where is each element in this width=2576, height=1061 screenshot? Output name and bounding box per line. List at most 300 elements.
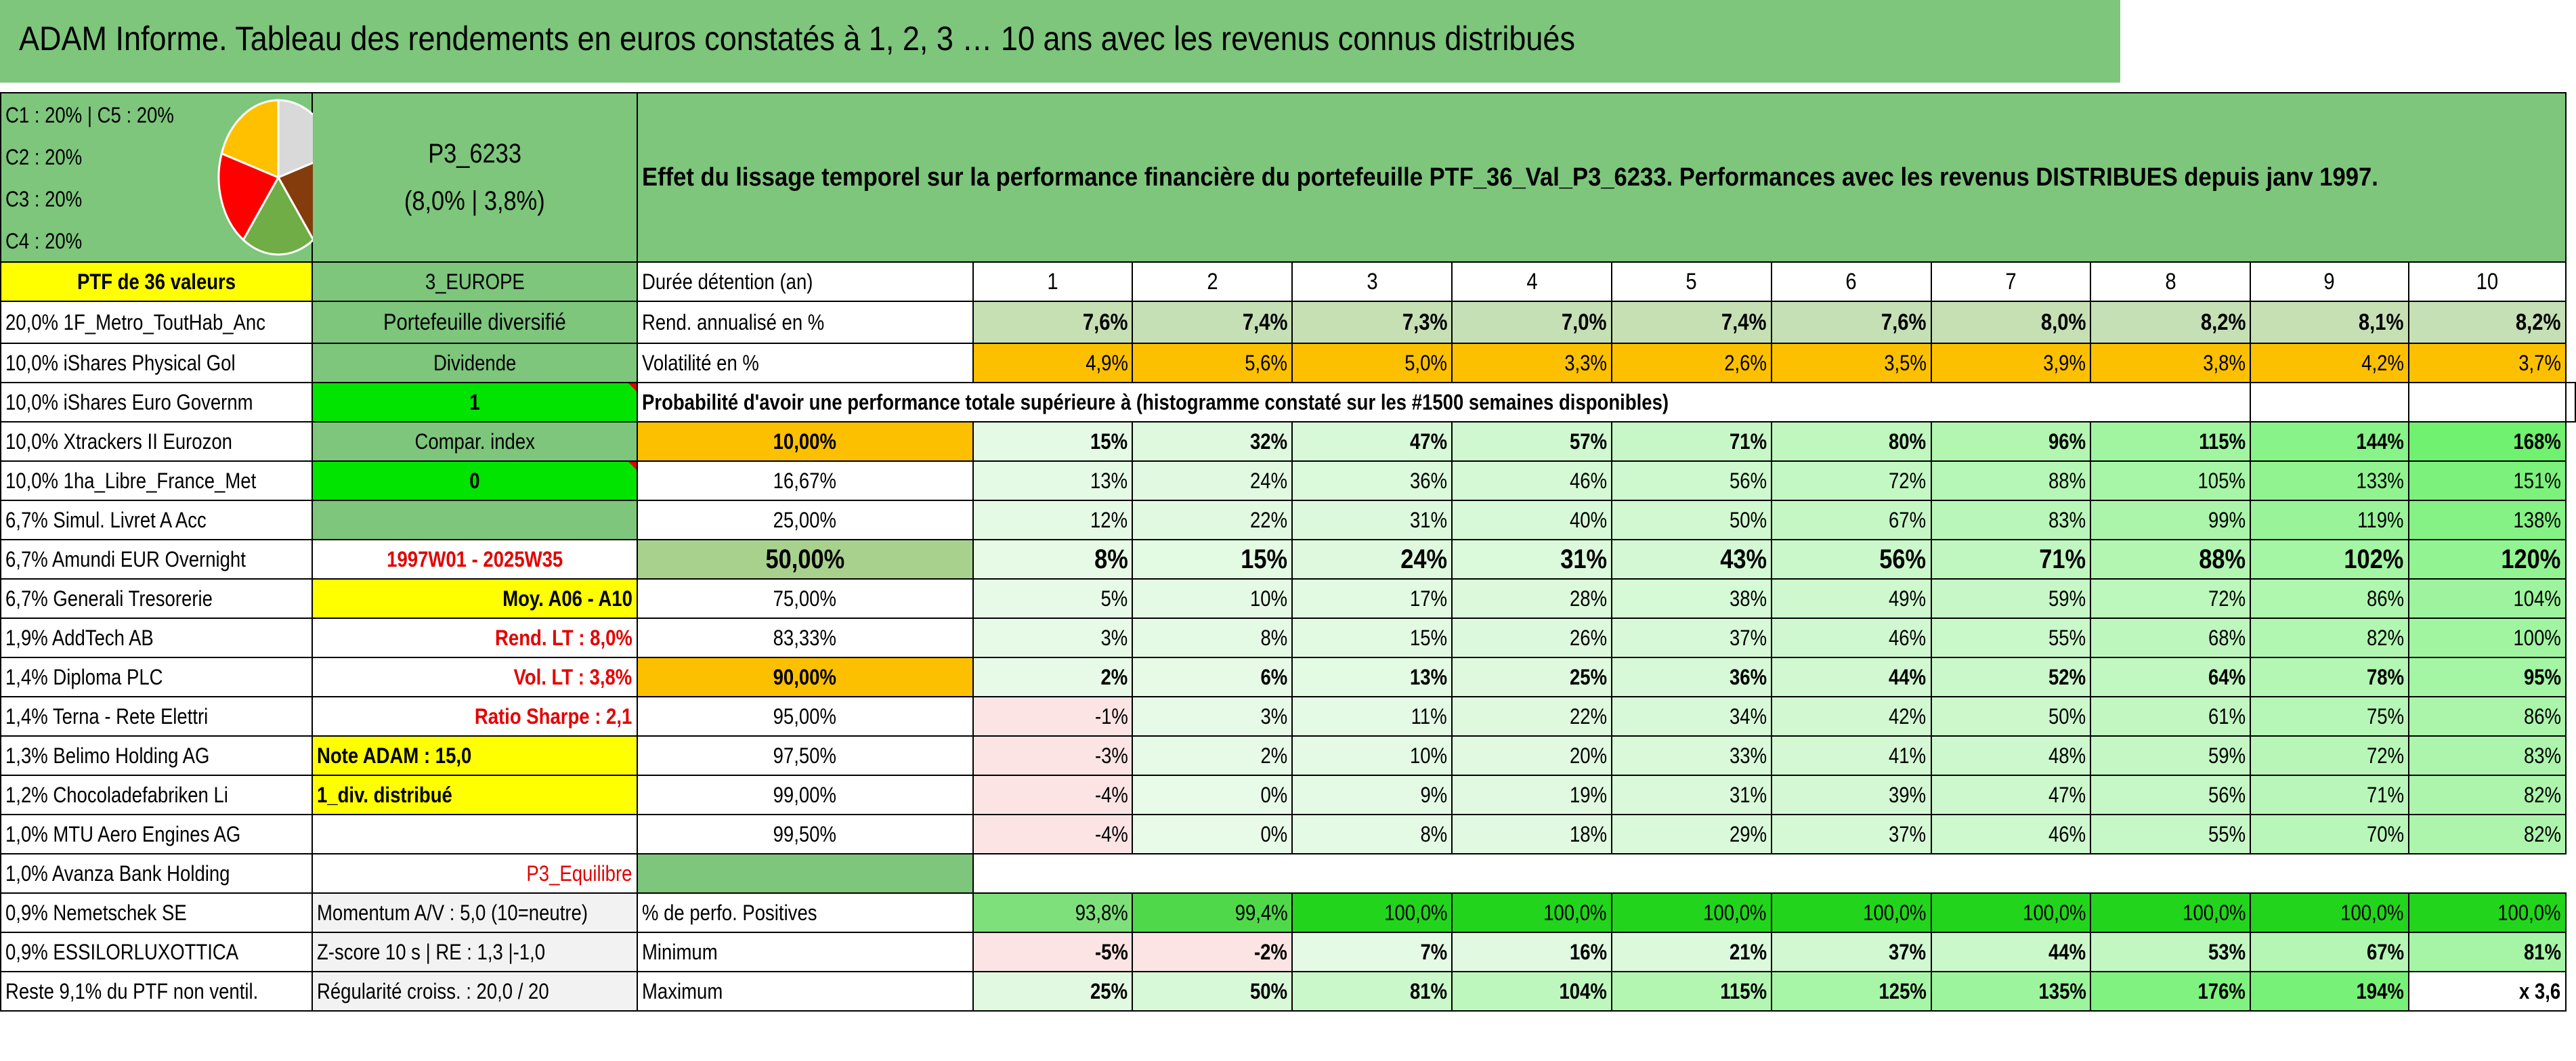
quantile-value <box>973 657 1133 697</box>
min-value-text: 7% <box>1420 939 1448 964</box>
pos-value-text: 100,0% <box>2340 900 2404 925</box>
table-row <box>1 301 2575 343</box>
ratio-value-text: x 3,6 <box>2519 978 2561 1003</box>
quantile-value <box>1452 618 1612 657</box>
table-row <box>1 540 2575 579</box>
holding-cell-text: 1,9% AddTech AB <box>5 625 154 650</box>
table-row <box>1 893 2575 932</box>
rend-value <box>973 301 1133 343</box>
quantile-value-text: 24% <box>1250 468 1288 493</box>
max-value-text: 81% <box>1410 978 1448 1003</box>
pos-value <box>1132 893 1292 932</box>
portfolio-perf: (8,0% | 3,8%) <box>404 186 545 216</box>
quantile-value-text: 83% <box>2048 507 2086 532</box>
max-label <box>637 972 973 1011</box>
quantile-value <box>2250 500 2408 540</box>
min-value-text: 81% <box>2523 939 2561 964</box>
quantile-label-text: 99,00% <box>773 782 837 807</box>
quantile-value <box>1772 461 1931 500</box>
quantile-value <box>1132 540 1292 579</box>
quantile-label-text: 75,00% <box>773 586 837 611</box>
vol-value-text: 3,8% <box>2203 350 2246 375</box>
year-header <box>973 262 1133 301</box>
description-text: Effet du lissage temporel sur la performance financière du portefeuille PTF_36_Val_P3_6233. Performances avec les revenus DISTRIBUES depuis janv 1997. <box>641 163 2378 192</box>
info-cell <box>312 383 637 422</box>
quantile-value <box>1132 775 1292 815</box>
quantile-value-text: 39% <box>1889 782 1927 807</box>
max-value-text: 194% <box>2356 978 2404 1003</box>
quantile-value-text: 56% <box>1879 544 1927 574</box>
quantile-value-text: 8% <box>1420 821 1448 846</box>
quantile-value-text: 48% <box>2048 743 2086 768</box>
holding-cell <box>1 383 312 422</box>
min-value <box>1772 932 1931 972</box>
holding-cell-text: 6,7% Generali Tresorerie <box>5 586 213 611</box>
pos-value-text: 100,0% <box>2023 900 2086 925</box>
quantile-value-text: 57% <box>1569 429 1607 454</box>
quantile-label-text: 95,00% <box>773 703 837 729</box>
holding-cell-text: 1,0% MTU Aero Engines AG <box>5 821 241 846</box>
table-row <box>1 815 2575 854</box>
quantile-value-text: 22% <box>1569 703 1607 729</box>
quantile-value <box>973 461 1133 500</box>
quantile-value <box>1452 540 1612 579</box>
quantile-value-text: 151% <box>2513 468 2561 493</box>
quantile-value-text: 144% <box>2356 429 2404 454</box>
quantile-value <box>2250 422 2408 461</box>
table-row <box>1 422 2575 461</box>
max-value <box>1612 972 1772 1011</box>
quantile-value-text: 75% <box>2366 703 2404 729</box>
quantile-value-text: 22% <box>1250 507 1288 532</box>
quantile-value <box>2409 736 2566 775</box>
quantile-value <box>1931 461 2091 500</box>
min-value <box>1132 932 1292 972</box>
max-value <box>973 972 1133 1011</box>
quantile-value-text: 6% <box>1260 664 1288 689</box>
pos-value <box>2409 893 2566 932</box>
quantile-value <box>2409 815 2566 854</box>
min-value-text: 44% <box>2048 939 2086 964</box>
quantile-value <box>2090 461 2250 500</box>
pos-value-text: 100,0% <box>1703 900 1767 925</box>
holding-cell-text: 1,2% Chocoladefabriken Li <box>5 782 228 807</box>
quantile-value-text: 52% <box>2048 664 2086 689</box>
rend-value <box>1132 301 1292 343</box>
quantile-value <box>2250 579 2408 618</box>
quantile-value-text: 34% <box>1729 703 1767 729</box>
quantile-value <box>2250 540 2408 579</box>
holding-cell-text: 1,3% Belimo Holding AG <box>5 743 210 768</box>
holding-cell-text: 10,0% iShares Euro Governm <box>5 389 253 414</box>
min-value-text: 67% <box>2366 939 2404 964</box>
max-label-text: Maximum <box>641 978 723 1003</box>
quantile-value-text: 3% <box>1260 703 1288 729</box>
quantile-value <box>1132 422 1292 461</box>
rend-value-text: 7,6% <box>1881 309 1927 335</box>
pos-value <box>1931 893 2091 932</box>
quantile-label-text: 10,00% <box>773 429 837 454</box>
quantile-value-text: 47% <box>1410 429 1448 454</box>
quantile-value-text: 25% <box>1569 664 1607 689</box>
max-value-text: 125% <box>1879 978 1927 1003</box>
year-header <box>2090 262 2250 301</box>
info-cell <box>312 540 637 579</box>
info-cell-text: Z-score 10 s | RE : 1,3 |-1,0 <box>317 939 546 964</box>
quantile-value <box>1292 736 1452 775</box>
prob-label-text: Probabilité d'avoir une performance totale supérieure à (histogramme constaté sur les #1500 semaines disponibles) <box>641 389 1669 414</box>
quantile-value-text: 56% <box>2208 782 2246 807</box>
quantile-value-text: 83% <box>2523 743 2561 768</box>
portfolio-id-cell <box>312 93 637 262</box>
max-value <box>2090 972 2250 1011</box>
quantile-value-text: 67% <box>1889 507 1927 532</box>
pos-value <box>1772 893 1931 932</box>
quantile-value-text: 59% <box>2048 586 2086 611</box>
quantile-value <box>1292 775 1452 815</box>
quantile-value-text: 105% <box>2197 468 2246 493</box>
quantile-value-text: 96% <box>2048 429 2086 454</box>
quantile-value <box>973 422 1133 461</box>
rend-label-text: Rend. annualisé en % <box>641 309 824 334</box>
quantile-value <box>1931 500 2091 540</box>
holding-cell <box>1 815 312 854</box>
quantile-value <box>1931 775 2091 815</box>
quantile-value-text: 46% <box>2048 821 2086 846</box>
year-header <box>1612 262 1772 301</box>
min-label <box>637 932 973 972</box>
holding-cell <box>1 697 312 736</box>
quantile-value-text: 64% <box>2208 664 2246 689</box>
min-value-text: 53% <box>2208 939 2246 964</box>
holding-cell-text: 6,7% Amundi EUR Overnight <box>5 546 246 571</box>
max-value-text: 176% <box>2197 978 2246 1003</box>
quantile-value <box>2409 775 2566 815</box>
quantile-value-text: 2% <box>1100 664 1128 689</box>
pos-value-text: 99,4% <box>1235 900 1288 925</box>
quantile-value <box>973 775 1133 815</box>
holding-cell <box>1 618 312 657</box>
min-value <box>973 932 1133 972</box>
quantile-value-text: 88% <box>2048 468 2086 493</box>
vol-value <box>2090 343 2250 383</box>
quantile-value <box>2250 461 2408 500</box>
table-row <box>1 657 2575 697</box>
quantile-value-text: 133% <box>2356 468 2404 493</box>
quantile-value-text: 31% <box>1410 507 1448 532</box>
min-label-text: Minimum <box>641 939 718 964</box>
quantile-value <box>1452 736 1612 775</box>
quantile-label <box>637 815 973 854</box>
quantile-value-text: 8% <box>1094 544 1128 574</box>
info-cell <box>312 815 637 854</box>
quantile-value <box>1132 736 1292 775</box>
quantile-value <box>1612 540 1772 579</box>
vol-value-text: 3,7% <box>2518 350 2561 375</box>
quantile-value <box>1452 461 1612 500</box>
quantile-value-text: 13% <box>1410 664 1448 689</box>
info-cell-text: Rend. LT : 8,0% <box>494 625 632 650</box>
info-cell <box>312 461 637 500</box>
rend-value-text: 7,4% <box>1721 309 1767 335</box>
quantile-value <box>1452 657 1612 697</box>
rend-value <box>2090 301 2250 343</box>
quantile-value <box>1931 657 2091 697</box>
quantile-value <box>1132 461 1292 500</box>
quantile-value <box>1772 657 1931 697</box>
holding-cell <box>1 422 312 461</box>
info-cell-text: Vol. LT : 3,8% <box>513 664 632 689</box>
quantile-label <box>637 540 973 579</box>
performance-table <box>0 92 2576 1012</box>
vol-value-text: 4,2% <box>2361 350 2404 375</box>
info-cell <box>312 972 637 1011</box>
table-row <box>1 697 2575 736</box>
quantile-value <box>1612 461 1772 500</box>
holding-cell <box>1 932 312 972</box>
quantile-label <box>637 579 973 618</box>
vol-value-text: 5,6% <box>1245 350 1288 375</box>
table-body <box>1 93 2575 1011</box>
quantile-value-text: 0% <box>1260 821 1288 846</box>
pos-value-text: 93,8% <box>1075 900 1128 925</box>
quantile-value-text: 56% <box>1729 468 1767 493</box>
min-value-text: -5% <box>1094 939 1128 964</box>
quantile-value-text: 37% <box>1889 821 1927 846</box>
year-header-text: 7 <box>2005 268 2017 295</box>
pos-value <box>2090 893 2250 932</box>
quantile-value-text: 2% <box>1260 743 1288 768</box>
pos-label-text: % de perfo. Positives <box>641 900 817 925</box>
quantile-value-text: 12% <box>1090 507 1128 532</box>
holding-cell-text: 10,0% 1ha_Libre_France_Met <box>5 468 257 493</box>
quantile-value <box>1292 579 1452 618</box>
table-row <box>1 262 2575 301</box>
rend-value-text: 7,0% <box>1562 309 1607 335</box>
quantile-value-text: 61% <box>2208 703 2246 729</box>
holding-cell <box>1 461 312 500</box>
holding-cell-text: 0,9% ESSILORLUXOTTICA <box>5 939 239 964</box>
quantile-value-text: 138% <box>2513 507 2561 532</box>
info-cell <box>312 775 637 815</box>
quantile-value <box>2250 618 2408 657</box>
year-header-text: 8 <box>2165 268 2176 295</box>
quantile-value-text: 42% <box>1889 703 1927 729</box>
table-row <box>1 932 2575 972</box>
quantile-label-text: 16,67% <box>773 468 837 493</box>
table-row <box>1 343 2575 383</box>
quantile-value <box>1612 697 1772 736</box>
quantile-label-text: 90,00% <box>773 664 837 689</box>
quantile-value <box>2409 500 2566 540</box>
quantile-value-text: 9% <box>1420 782 1448 807</box>
quantile-value <box>1772 618 1931 657</box>
min-value <box>2250 932 2408 972</box>
table-row <box>1 618 2575 657</box>
quantile-value <box>2090 815 2250 854</box>
quantile-value-text: -1% <box>1094 703 1128 729</box>
quantile-value <box>1452 500 1612 540</box>
quantile-value-text: 33% <box>1729 743 1767 768</box>
quantile-value <box>1292 815 1452 854</box>
holding-cell-text: 10,0% Xtrackers II Eurozon <box>5 429 232 454</box>
holding-cell <box>1 579 312 618</box>
empty-cell <box>637 854 973 893</box>
year-header <box>1772 262 1931 301</box>
vol-value <box>1612 343 1772 383</box>
quantile-label-text: 50,00% <box>765 544 844 574</box>
year-header <box>2250 262 2408 301</box>
quantile-value <box>1292 618 1452 657</box>
rend-value <box>1931 301 2091 343</box>
vol-value-text: 4,9% <box>1085 350 1128 375</box>
quantile-value-text: 71% <box>2366 782 2404 807</box>
ptf-label-text: PTF de 36 valeurs <box>77 269 236 294</box>
quantile-value <box>1612 422 1772 461</box>
table-row <box>1 500 2575 540</box>
info-cell <box>312 736 637 775</box>
quantile-value <box>1452 775 1612 815</box>
quantile-value <box>2090 775 2250 815</box>
quantile-value-text: 20% <box>1569 743 1607 768</box>
vol-value-text: 3,5% <box>1883 350 1927 375</box>
max-value <box>1132 972 1292 1011</box>
quantile-value <box>1612 579 1772 618</box>
quantile-value <box>2409 618 2566 657</box>
allocation-cell <box>1 93 312 262</box>
info-cell-text: 1997W01 - 2025W35 <box>387 546 563 571</box>
vol-value <box>973 343 1133 383</box>
quantile-value <box>973 500 1133 540</box>
empty-cell <box>2409 383 2566 422</box>
quantile-value-text: 50% <box>1729 507 1767 532</box>
holding-cell-text: Reste 9,1% du PTF non ventil. <box>5 978 259 1003</box>
quantile-label-text: 83,33% <box>773 625 837 650</box>
quantile-value <box>1132 500 1292 540</box>
quantile-value-text: 168% <box>2513 429 2561 454</box>
holding-cell <box>1 657 312 697</box>
quantile-value <box>1931 697 2091 736</box>
quantile-value <box>1772 579 1931 618</box>
quantile-value-text: 0% <box>1260 782 1288 807</box>
quantile-value <box>2090 736 2250 775</box>
pos-value-text: 100,0% <box>2182 900 2246 925</box>
quantile-value-text: 82% <box>2523 782 2561 807</box>
quantile-value-text: 70% <box>2366 821 2404 846</box>
quantile-value <box>1931 422 2091 461</box>
table-row <box>1 736 2575 775</box>
holding-cell <box>1 301 312 343</box>
quantile-value <box>1292 461 1452 500</box>
quantile-value <box>2250 657 2408 697</box>
quantile-value-text: 68% <box>2208 625 2246 650</box>
quantile-value <box>1931 579 2091 618</box>
rend-value <box>2250 301 2408 343</box>
description-cell <box>637 93 2566 262</box>
max-value <box>2250 972 2408 1011</box>
vol-value-text: 5,0% <box>1404 350 1448 375</box>
quantile-value-text: 49% <box>1889 586 1927 611</box>
class-line: C4 : 20% <box>5 229 83 253</box>
min-value <box>1931 932 2091 972</box>
holding-cell-text: 6,7% Simul. Livret A Acc <box>5 507 207 532</box>
holding-cell <box>1 854 312 893</box>
quantile-value <box>1292 697 1452 736</box>
quantile-value-text: 72% <box>1889 468 1927 493</box>
info-cell <box>312 301 637 343</box>
year-header-text: 6 <box>1845 268 1857 295</box>
info-cell-text: Momentum A/V : 5,0 (10=neutre) <box>317 900 588 925</box>
quantile-value-text: 119% <box>2357 507 2404 532</box>
max-value-text: 135% <box>2038 978 2086 1003</box>
info-cell <box>312 697 637 736</box>
quantile-value-text: 5% <box>1100 586 1128 611</box>
pos-value <box>1452 893 1612 932</box>
class-line: C1 : 20% | C5 : 20% <box>5 103 174 127</box>
quantile-value-text: 19% <box>1569 782 1607 807</box>
info-cell-text: 1 <box>469 389 480 414</box>
quantile-value <box>2250 775 2408 815</box>
quantile-value <box>1452 579 1612 618</box>
empty-cell <box>973 854 2566 893</box>
info-cell-text: 0 <box>469 468 480 493</box>
info-cell <box>312 932 637 972</box>
table-row <box>1 383 2575 422</box>
quantile-value <box>1772 422 1931 461</box>
rend-value-text: 7,3% <box>1402 309 1448 335</box>
quantile-value <box>2409 697 2566 736</box>
prob-label <box>637 383 2251 422</box>
quantile-value-text: 26% <box>1569 625 1607 650</box>
class-line: C2 : 20% <box>5 145 83 169</box>
quantile-value-text: -4% <box>1094 821 1128 846</box>
quantile-value <box>2090 422 2250 461</box>
info-cell-text: Note ADAM : 15,0 <box>317 743 472 768</box>
info-cell-text: 3_EUROPE <box>425 269 525 294</box>
quantile-label <box>637 618 973 657</box>
info-cell <box>312 422 637 461</box>
quantile-value-text: 36% <box>1729 664 1767 689</box>
rend-value-text: 8,1% <box>2358 309 2404 335</box>
quantile-value-text: 17% <box>1410 586 1448 611</box>
vol-value <box>1931 343 2091 383</box>
quantile-value-text: 100% <box>2513 625 2561 650</box>
max-value-text: 115% <box>1719 978 1767 1003</box>
table-row <box>1 775 2575 815</box>
pos-value <box>1612 893 1772 932</box>
holding-cell <box>1 775 312 815</box>
quantile-value <box>1772 540 1931 579</box>
vol-value-text: 2,6% <box>1723 350 1767 375</box>
empty-cell <box>2566 383 2575 422</box>
quantile-value <box>1132 697 1292 736</box>
quantile-label <box>637 500 973 540</box>
year-header-text: 1 <box>1047 268 1058 295</box>
min-value-text: -2% <box>1254 939 1288 964</box>
info-cell-text: Dividende <box>433 350 517 375</box>
rend-value-text: 8,0% <box>2040 309 2086 335</box>
quantile-value <box>2090 500 2250 540</box>
quantile-value-text: 55% <box>2048 625 2086 650</box>
quantile-value-text: 86% <box>2366 586 2404 611</box>
quantile-value <box>1292 657 1452 697</box>
quantile-value <box>2090 618 2250 657</box>
quantile-value-text: 24% <box>1400 544 1448 574</box>
min-value-text: 16% <box>1569 939 1607 964</box>
year-header <box>1132 262 1292 301</box>
quantile-value <box>1931 540 2091 579</box>
quantile-value <box>2090 579 2250 618</box>
